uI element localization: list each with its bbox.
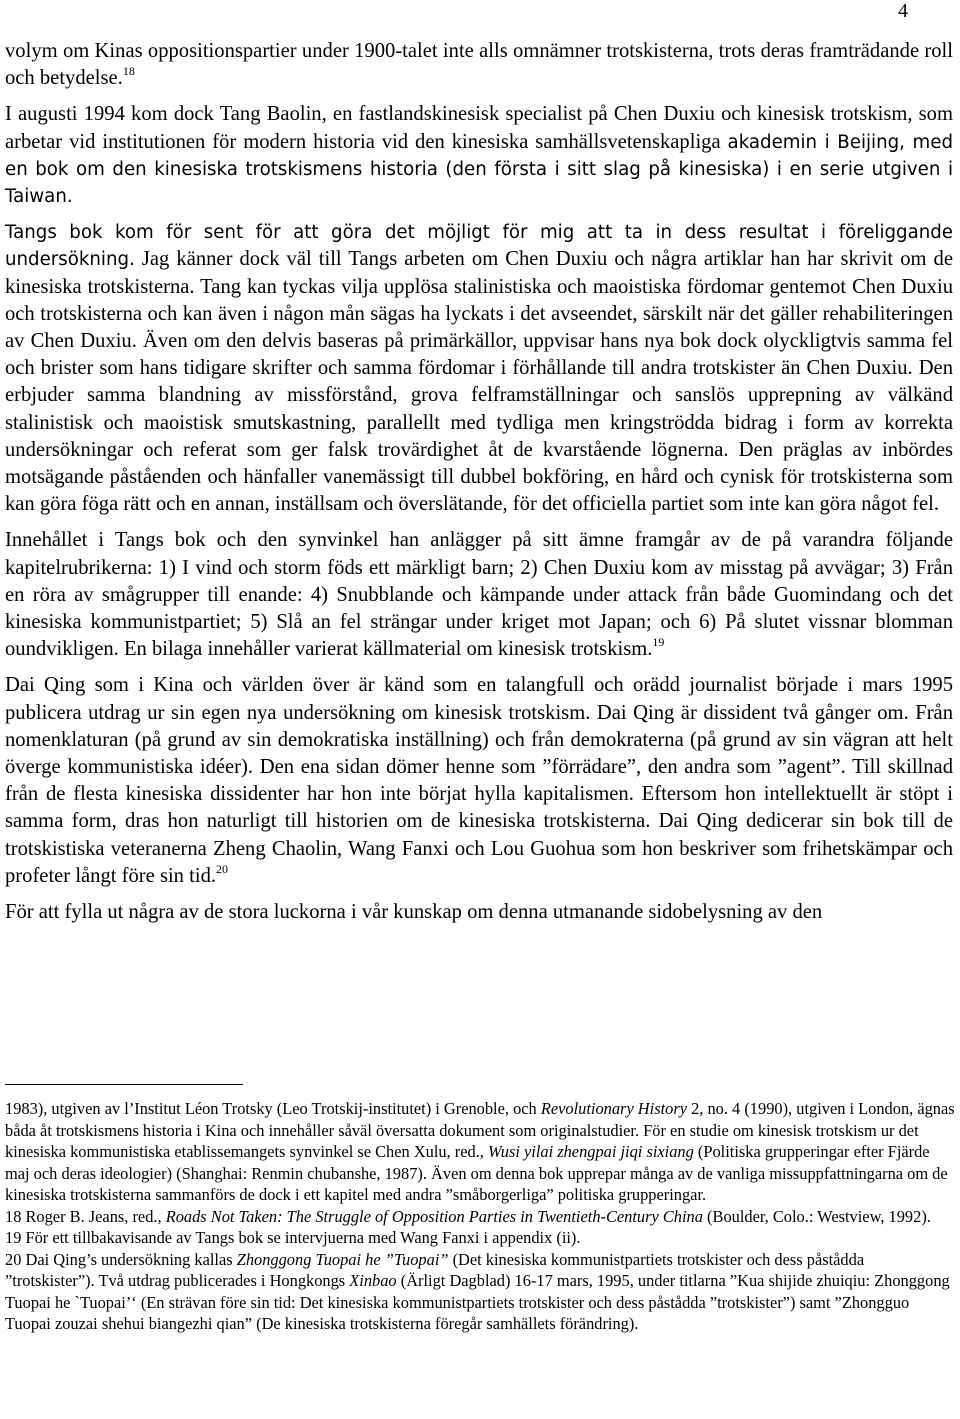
footnote-separator — [5, 1084, 243, 1085]
footnotes — [5, 1098, 957, 1335]
paragraph-6: För att fylla ut några av de stora luckorna i vår kunskap om denna utmanande sidobelysning av den — [5, 901, 823, 924]
footnote-18: 18 Roger B. Jeans, red., Roads Not Taken: The Struggle of Opposition Parties in Twentieth-Century China (Boulder, Colo.: Westview, 1992). — [5, 1206, 931, 1226]
paragraph-2: I augusti 1994 kom dock Tang Baolin, en fastlandskinesisk specialist på Chen Duxiu och kinesisk trotskism, som arbetar vid institutionen för modern historia vid den kinesiska samhällsvetenskapliga akademin i Beijing, med en bok om den kinesiska trotskismens historia (den första i sitt slag på kinesiska) i en serie utgiven i Taiwan. — [5, 103, 953, 208]
footnote-ref-19: 19 — [652, 635, 665, 650]
page-number: 4 — [898, 0, 908, 22]
paragraph-1: volym om Kinas oppositionspartier under 1900-talet inte alls omnämner trotskisterna, trots deras framträdande roll och betydelse.$^{18}$ — [5, 40, 953, 90]
footnote-19: 19 För ett tillbakavisande av Tangs bok se intervjuerna med Wang Fanxi i appendix (ii). — [5, 1228, 581, 1247]
footnote-ref-20: 20 — [216, 861, 229, 876]
paragraph-5: Dai Qing som i Kina och världen över är känd som en talangfull och orädd journalist började i mars 1995 publicera utdrag ur sin egen nya undersökning om kinesisk trotskism. Dai Qing är dissident två gånger om. Från nomenklaturan (på grund av sin demokratiska inställning) och från demokraterna (på grund av sin vägran att helt överge kommunistiska idéer). Den ena sidan dömer henne som ”förrädare”, den andra som ”agent”. Till skillnad från de flesta kinesiska dissidenter har hon inte börjat hylla kapitalismen. Eftersom hon intellektuellt är stöpt i samma form, dras hon naturligt till historien om de kinesiska trotskisterna. Dai Qing dedicerar sin bok till de trotskistiska veteranerna Zheng Chaolin, Wang Fanxi och Lou Guohua som hon beskriver som frihetskämpar och profeter långt före sin tid.$^{20}$ — [5, 674, 953, 887]
paragraph-4: Innehållet i Tangs bok och den synvinkel han anlägger på sitt ämne framgår av de på varandra följande kapitelrubrikerna: 1) I vind och storm föds ett märkligt barn; 2) Chen Duxiu kom av misstag på avvägar; 3) Från en röra av smågrupper till enande: 4) Snubblande och kämpande under attack från både Guomindang och det kinesiska kommunistpartiet; 5) Slå an fel strängar under kriget mot Japan; och 6) På slutet vissnar blomman oundvikligen. En bilaga innehåller varierat källmaterial om kinesisk trotskism.$^{19}$ — [5, 529, 953, 661]
footnote-continued: 1983), utgiven av l’Institut Léon Trotsky (Leo Trotskij-institutet) i Grenoble, och Revolutionary History 2, no. 4 (1990), utgiven i London, ägnas båda åt trotskismens historia i Kina och innehåller såväl översatta dokument som originalstudier. För en studie om kinesisk trotskism ur det kinesiska kommunistiska etablissemangets synvinkel se Chen Xulu, red., Wusi yilai zhengpai jiqi sixiang (Politiska grupperingar efter Fjärde maj och deras ideologier) (Shanghai: Renmin chubanshe, 1987). Även om denna bok upprepar många av de vanliga missuppfattningarna om de kinesiska trotskisterna sammanförs de dock i ett kapitel med andra ”småborgerliga” politiska grupperingar. — [5, 1099, 955, 1204]
footnote-20: 20 Dai Qing’s undersökning kallas Zhonggong Tuopai he ”Tuopai” (Det kinesiska kommunistpartiets trotskister och dess påstådda ”trotskister”). Två utdrag publicerades i Hongkongs Xinbao (Ärligt Dagblad) 16-17 mars, 1995, under titlarna ”Kua shijide zhuiqiu: Zhonggong Tuopai he `Tuopai’‘ (En strävan före sin tid: Det kinesiska kommunistpartiets trotskister och dess påstådda ”trotskister”) samt ”Zhongguo Tuopai zouzai shehui biangezhi qian” (De kinesiska trotskisterna föregår samhällets förändring). — [5, 1249, 950, 1333]
body-text — [5, 38, 953, 935]
paragraph-3: Tangs bok kom för sent för att göra det möjligt för mig att ta in dess resultat i föreliggande undersökning. Jag känner dock väl till Tangs arbeten om Chen Duxiu och några artiklar han har skrivit om de kinesiska trotskisterna. Tang kan tyckas vilja upplösa stalinistiska och maoistiska fördomar gentemot Chen Duxiu och trotskisterna och kan även i någon mån sägas ha lyckats i det avseendet, särskilt när det gäller rehabiliteringen av Chen Duxiu. Även om den delvis baseras på primärkällor, uppvisar hans nya bok dock olyckligtvis samma fel och brister som hans tidigare skrifter och samma fördomar i förhållande till andra trotskister än Chen Duxiu. Den erbjuder samma blandning av missförstånd, grova felframställningar och sanslös upprepning av välkänd stalinistisk och maoistisk smutskastning, parallellt med tydliga men kringströdda bidrag i form av korrekta undersökningar och referat som ger falsk trovärdighet åt de kvarstående lögnerna. Den präglas av inbördes motsägande påståenden och hänfaller vanemässigt till dubbel bokföring, en hård och cynisk för trotskisterna som kan göra föga rätt och en annan, inställsam och överslätande, för det officiella partiet som inte kan göra något fel. — [5, 222, 953, 516]
footnote-ref-18: 18 — [122, 64, 135, 79]
